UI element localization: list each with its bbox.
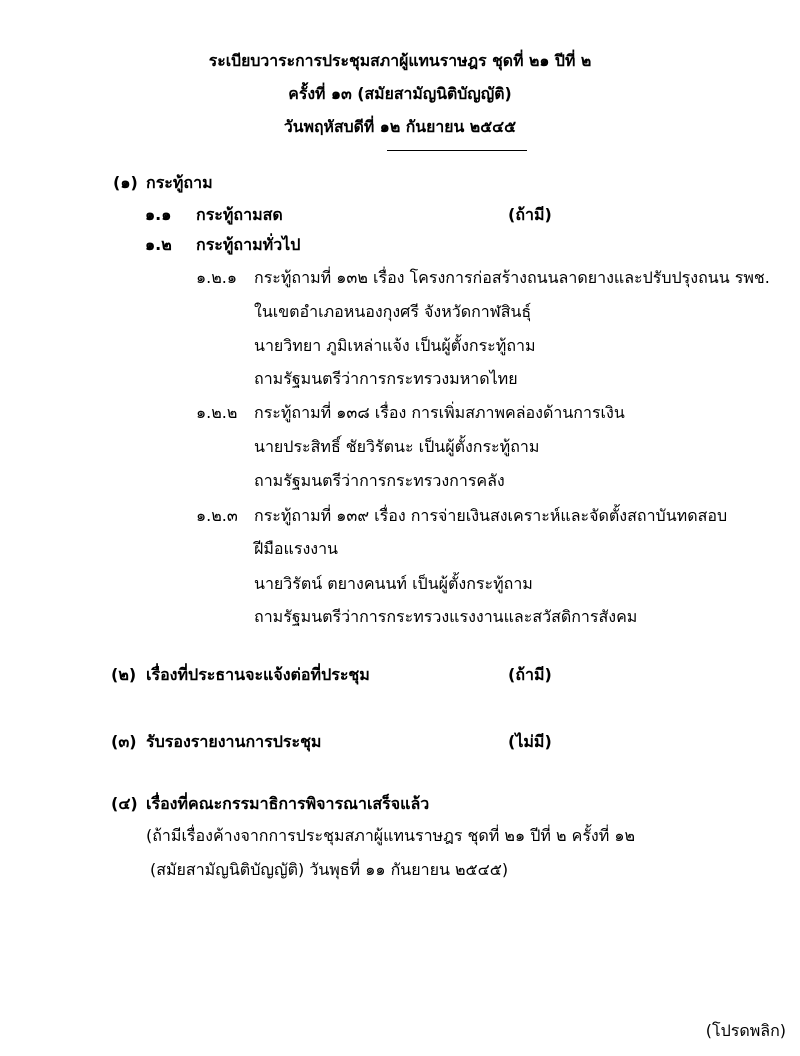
- item-1-2-1-line: กระทู้ถามที่ ๑๓๒ เรื่อง โครงการก่อสร้างถนนลาดยางและปรับปรุงถนน รพช.: [254, 268, 770, 287]
- section3-note: (ไม่มี): [508, 732, 552, 751]
- item-1-2-1-line: นายวิทยา ภูมิเหล่าแจ้ง เป็นผู้ตั้งกระทู้ถาม: [254, 336, 536, 355]
- session-subtitle: ครั้งที่ ๑๓ (สมัยสามัญนิติบัญญัติ): [288, 84, 512, 103]
- item-1-2-2-number: ๑.๒.๒: [196, 403, 238, 422]
- item-1-2-1-number: ๑.๒.๑: [196, 268, 238, 287]
- section3-number: (๓): [111, 732, 137, 751]
- item-1-2-1-line: ถามรัฐมนตรีว่าการกระทรวงมหาดไทย: [254, 369, 518, 388]
- sub1-number: ๑.๑: [145, 205, 172, 224]
- item-1-2-1-line: ในเขตอำเภอหนองกุงศรี จังหวัดกาฬสินธุ์: [254, 302, 532, 321]
- section4-note-line: (ถ้ามีเรื่องค้างจากการประชุมสภาผู้แทนราษฎร ชุดที่ ๒๑ ปีที่ ๒ ครั้งที่ ๑๒: [146, 826, 636, 845]
- item-1-2-3-line: กระทู้ถามที่ ๑๓๙ เรื่อง การจ่ายเงินสงเคราะห์และจัดตั้งสถาบันทดสอบ: [254, 506, 728, 525]
- turn-page-note: (โปรดพลิก): [705, 1021, 786, 1040]
- item-1-2-3-line: ถามรัฐมนตรีว่าการกระทรวงแรงงานและสวัสดิการสังคม: [254, 607, 638, 626]
- item-1-2-2-line: นายประสิทธิ์ ชัยวิรัตนะ เป็นผู้ตั้งกระทู้ถาม: [254, 437, 540, 456]
- section2-note: (ถ้ามี): [508, 665, 552, 684]
- item-1-2-3-line: นายวิรัตน์ ตยางคนนท์ เป็นผู้ตั้งกระทู้ถาม: [254, 574, 533, 593]
- section4-title: เรื่องที่คณะกรรมาธิการพิจารณาเสร็จแล้ว: [146, 794, 430, 813]
- section3-title: รับรองรายงานการประชุม: [146, 732, 322, 751]
- sub1-title: กระทู้ถามสด: [196, 205, 283, 224]
- item-1-2-2-line: ถามรัฐมนตรีว่าการกระทรวงการคลัง: [254, 471, 505, 490]
- meeting-date: วันพฤหัสบดีที่ ๑๒ กันยายน ๒๕๔๕: [283, 117, 517, 136]
- item-1-2-3-number: ๑.๒.๓: [196, 506, 238, 525]
- header-divider: [387, 150, 527, 151]
- agenda-title: ระเบียบวาระการประชุมสภาผู้แทนราษฎร ชุดที่ ๒๑ ปีที่ ๒: [208, 51, 592, 70]
- item-1-2-3-line: ฝีมือแรงงาน: [254, 539, 338, 558]
- section1-title: กระทู้ถาม: [146, 173, 213, 192]
- section1-number: (๑): [113, 173, 138, 192]
- sub2-title: กระทู้ถามทั่วไป: [196, 235, 301, 254]
- sub1-note: (ถ้ามี): [508, 205, 552, 224]
- sub2-number: ๑.๒: [145, 235, 172, 254]
- section4-number: (๔): [111, 794, 138, 813]
- section4-note-line: (สมัยสามัญนิติบัญญัติ) วันพุธที่ ๑๑ กันยายน ๒๕๔๕): [150, 860, 509, 879]
- section2-number: (๒): [111, 665, 137, 684]
- item-1-2-2-line: กระทู้ถามที่ ๑๓๘ เรื่อง การเพิ่มสภาพคล่องด้านการเงิน: [254, 403, 625, 422]
- section2-title: เรื่องที่ประธานจะแจ้งต่อที่ประชุม: [146, 665, 370, 684]
